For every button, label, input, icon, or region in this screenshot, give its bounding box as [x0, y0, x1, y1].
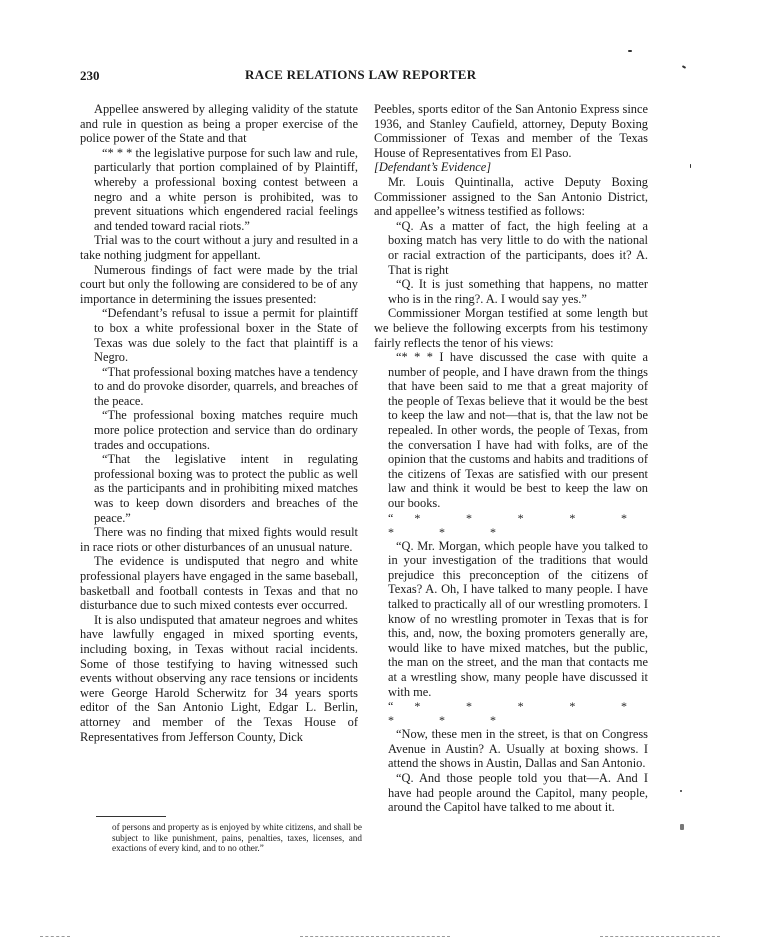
scan-speck	[682, 65, 686, 69]
scan-speck	[690, 164, 691, 168]
scan-speck	[680, 824, 684, 830]
right-column	[374, 102, 648, 815]
scan-edge-line	[300, 936, 450, 937]
paragraph: There was no finding that mixed fights would result in race riots or other disturbances of an unusual nature.	[80, 525, 358, 554]
paragraph: Numerous findings of fact were made by the trial court but only the following are considered to be of any importance in determining the issues presented:	[80, 262, 358, 306]
quoted-paragraph: “That the legislative intent in regulating professional boxing was to protect the public as well as the participants and in prohibiting mixed matches was to keep down disorders and breaches of the peace.”	[94, 452, 358, 525]
quoted-paragraph: “* * * I have discussed the case with quite a number of people, and I have drawn from the things that have been said to me that a great majority of the people of Texas believe that it would be the best to keep the law and not—that is, that the law not be repealed. In other words, the people of Texas, from the conversation I have had with folks, are of the opinion that the customs and habits and traditions of the citizens of Texas are satisfied with our present law and think it would be best to keep the law on our books.	[388, 350, 648, 511]
quoted-paragraph: “Defendant’s refusal to issue a permit for plaintiff to box a white professional boxer in the State of Texas was due solely to the fact that plaintiff is a Negro.	[94, 306, 358, 365]
quoted-paragraph: “Q. And those people told you that—A. And I have had people around the Capitol, many people, around the Capitol have talked to me about it.	[388, 770, 648, 815]
paragraph: It is also undisputed that amateur negroes and whites have lawfully engaged in mixed sporting events, including boxing, in Texas without racial incidents. Some of those testifying to having witnessed such events without observing any race tensions or incidents were George Harold Scherwitz for 34 years sports editor of the San Antonio Light, Edgar L. Berlin, attorney and member of the Texas House of Representatives from Jefferson County, Dick	[80, 612, 358, 744]
quoted-paragraph: “That professional boxing matches have a tendency to and do provoke disorder, quarrels, and breaches of the peace.	[94, 364, 358, 408]
paragraph: Trial was to the court without a jury and resulted in a take nothing judgment for appellant.	[80, 233, 358, 262]
paragraph: Mr. Louis Quintinalla, active Deputy Boxing Commissioner assigned to the San Antonio District, and appellee’s witness testified as follows:	[374, 174, 648, 219]
quoted-paragraph: “Q. It is just something that happens, no matter who is in the ring?. A. I would say yes.”	[388, 277, 648, 306]
quoted-paragraph: “* * * the legislative purpose for such law and rule, particularly that portion complained of by Plaintiff, whereby a professional boxing contest between a negro and a white person is prohibited, was to prevent situations which engendered racial feelings and tended toward racial riots.”	[94, 145, 358, 233]
ellipsis-row: “* * * * * * * *	[388, 699, 648, 728]
paragraph: The evidence is undisputed that negro and white professional players have engaged in the same baseball, basketball and football contests in Texas and that no disturbance due to such mixed contests ever occurred.	[80, 554, 358, 613]
left-column	[80, 102, 358, 744]
paragraph: Commissioner Morgan testified at some length but we believe the following excerpts from his testimony fairly reflects the tenor of his views:	[374, 306, 648, 350]
ellipsis-row: “* * * * * * * *	[388, 510, 648, 539]
paragraph: Peebles, sports editor of the San Antonio Express since 1936, and Stanley Caufield, attorney, Deputy Boxing Commissioner of Texas and member of the Texas House of Representatives from El Paso.	[374, 102, 648, 160]
footnote-rule	[96, 816, 166, 817]
page-number: 230	[80, 68, 100, 83]
quoted-paragraph: “Q. Mr. Morgan, which people have you talked to in your investigation of the traditions that would prejudice this preconception of the citizens of Texas? A. Oh, I have talked to many people. I have talked to practically all of our wrestling promoters. I know of no wrestling promoter in Texas that is for this, and, now, the boxing promoters generally are, would like to have mixed matches, but the public, the man on the street, and the man that contacts me at a wrestling show, many people have discussed it with me.	[388, 538, 648, 699]
section-heading: [Defendant’s Evidence]	[374, 160, 492, 175]
scan-edge-line	[40, 936, 70, 937]
footnote: of persons and property as is enjoyed by white citizens, and shall be subject to like punishment, pains, penalties, taxes, licenses, and exactions of every kind, and to no other.”	[112, 822, 362, 854]
quoted-paragraph: “The professional boxing matches require much more police protection and service than do ordinary trades and occupations.	[94, 408, 358, 452]
paragraph: Appellee answered by alleging validity of the statute and rule in question as being a proper exercise of the police power of the State and that	[80, 102, 358, 146]
quoted-paragraph: “Q. As a matter of fact, the high feeling at a boxing match has very little to do with the national or racial extraction of the participants, does it? A. That is right	[388, 218, 648, 277]
scan-speck	[680, 790, 682, 792]
quoted-paragraph: “Now, these men in the street, is that on Congress Avenue in Austin? A. Usually at boxing shows. I attend the shows in Austin, Dallas and San Antonio.	[388, 727, 648, 771]
scan-edge-line	[600, 936, 720, 937]
scan-speck	[628, 50, 632, 52]
running-head: RACE RELATIONS LAW REPORTER	[245, 67, 477, 82]
